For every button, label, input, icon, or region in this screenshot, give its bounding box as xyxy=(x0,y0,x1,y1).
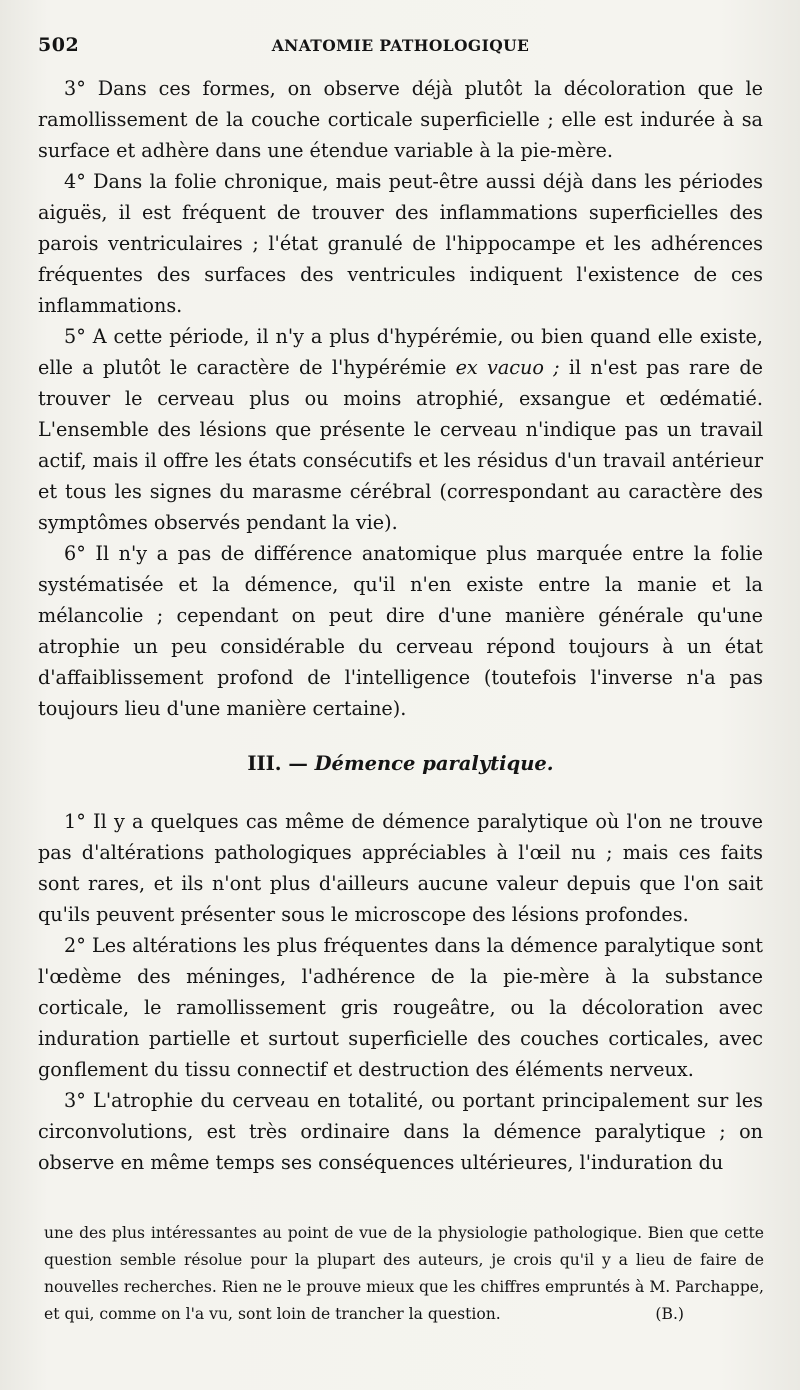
paragraph-text-continued: il n'est pas rare de trouver le cerveau plus ou moins atrophié, exsangue et œdématié. L'ensemble des lésions que présente le cerveau n'indique pas un travail actif, mais il offre les états consécutifs et les résidus d'un travail antérieur et tous les signes du marasme cérébral (correspondant au caractère des symptômes observés pendant la vie). xyxy=(38,356,764,534)
main-text xyxy=(38,73,763,1178)
paragraph-number: 3° xyxy=(64,1089,86,1112)
section-title-text: Démence paralytique. xyxy=(314,752,554,775)
section-paragraph-3 xyxy=(38,1085,763,1178)
section-paragraph-2 xyxy=(38,930,763,1085)
footnote-text: une des plus intéressantes au point de vue de la physiologie pathologique. Bien que cette question semble résolue pour la plupart des auteurs, je crois qu'il y a lieu de faire de nouvelles recherches. Rien ne le prouve mieux que les chiffres empruntés à M. Parchappe, et qui, comme on l'a vu, sont loin de trancher la question. xyxy=(44,1224,764,1323)
running-title: ANATOMIE PATHOLOGIQUE xyxy=(271,36,530,55)
section-heading xyxy=(38,724,763,806)
paragraph-number: 5° xyxy=(64,325,86,348)
paragraph-text: Il n'y a pas de différence anatomique plus marquée entre la folie systématisée et la démence, qu'il n'en existe entre la manie et la mélancolie ; cependant on peut dire d'une manière générale qu'une atrophie un peu considérable du cerveau répond toujours à un état d'affaiblissement profond de l'intelligence (toutefois l'inverse n'a pas toujours lieu d'une manière certaine). xyxy=(38,542,763,720)
paragraph-text: Dans ces formes, on observe déjà plutôt la décoloration que le ramollissement de la couche corticale superficielle ; elle est indurée à sa surface et adhère dans une étendue variable à la pie-mère. xyxy=(38,77,763,162)
paragraph-text: A cette période, il n'y a plus d'hypérémie, ou bien quand elle existe, elle a plutôt le caractère de l'hypérémie xyxy=(38,325,763,379)
page-number: 502 xyxy=(38,34,80,56)
page-header xyxy=(38,34,763,60)
paragraph-text: Dans la folie chronique, mais peut-être aussi déjà dans les périodes aiguës, il est fréquent de trouver des inflammations superficielles des parois ventriculaires ; l'état granulé de l'hippocampe et les adhérences fréquentes des surfaces des ventricules indiquent l'existence de ces inflammations. xyxy=(38,170,763,317)
paragraph-4 xyxy=(38,166,763,321)
paragraph-number: 2° xyxy=(64,934,86,957)
footnote-text-block xyxy=(44,1220,764,1328)
paragraph-3 xyxy=(38,73,763,166)
paragraph-number: 6° xyxy=(64,542,86,565)
section-dash: — xyxy=(288,752,308,775)
footnote xyxy=(44,1220,764,1328)
paragraph-6 xyxy=(38,538,763,724)
footnote-signature: (B.) xyxy=(655,1305,684,1323)
paragraph-5 xyxy=(38,321,763,538)
paragraph-text: Il y a quelques cas même de démence paralytique où l'on ne trouve pas d'altérations pathologiques appréciables à l'œil nu ; mais ces faits sont rares, et ils n'ont plus d'ailleurs aucune valeur depuis que l'on sait qu'ils peuvent présenter sous le microscope des lésions profondes. xyxy=(38,810,763,926)
section-numeral: III. xyxy=(247,752,282,775)
paragraph-number: 1° xyxy=(64,810,86,833)
italic-phrase: ex vacuo ; xyxy=(455,356,560,379)
paragraph-text: Les altérations les plus fréquentes dans la démence paralytique sont l'œdème des méninges, l'adhérence de la pie-mère à la substance corticale, le ramollissement gris rougeâtre, ou la décoloration avec induration partielle et surtout superficielle des couches corticales, avec gonflement du tissu connectif et destruction des éléments nerveux. xyxy=(38,934,763,1081)
section-paragraph-1 xyxy=(38,806,763,930)
paragraph-number: 3° xyxy=(64,77,86,100)
paragraph-number: 4° xyxy=(64,170,86,193)
paragraph-text: L'atrophie du cerveau en totalité, ou portant principalement sur les circonvolutions, est très ordinaire dans la démence paralytique ; on observe en même temps ses conséquences ultérieures, l'induration du xyxy=(38,1089,763,1174)
